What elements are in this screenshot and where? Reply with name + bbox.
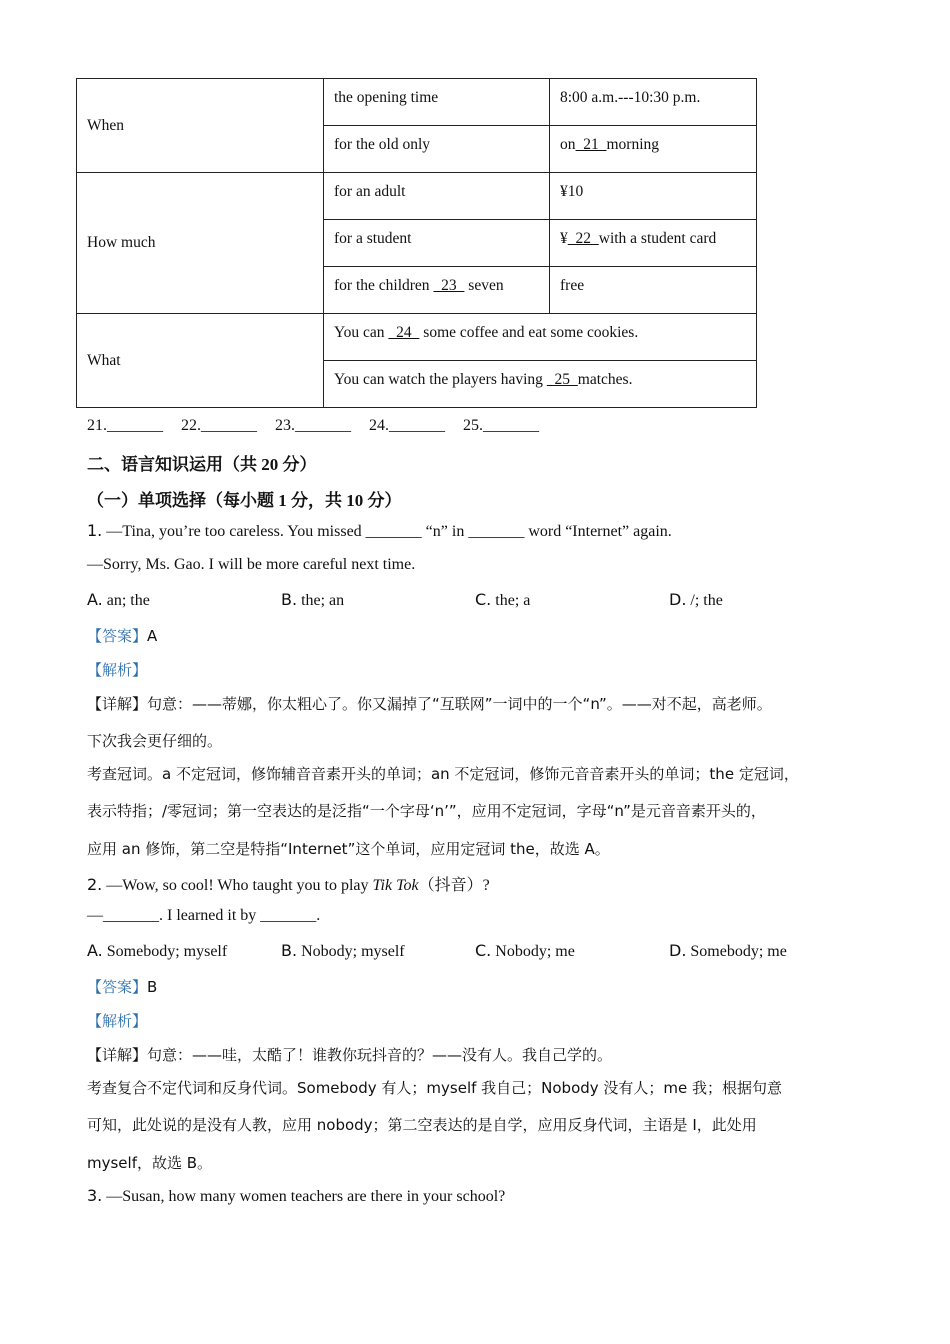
question-text-italic: Tik Tok	[372, 877, 419, 894]
q2-answer	[87, 976, 157, 997]
value-cell: 8:00 a.m.---10:30 p.m.	[550, 79, 757, 126]
answer-label: 【答案】	[87, 978, 148, 996]
table-row	[77, 79, 757, 126]
answer-blank: 25._______	[463, 417, 539, 434]
question-number: 3.	[87, 1186, 103, 1205]
q2-analysis-label: 【解析】	[87, 1012, 148, 1030]
q1-option-d: D. /; the	[669, 590, 723, 609]
q2-option-c: C. Nobody; me	[475, 941, 575, 960]
item-cell: for an adult	[324, 173, 550, 220]
answer-label: 【答案】	[87, 627, 148, 645]
question-text: —Wow, so cool! Who taught you to play	[106, 877, 373, 894]
blank-24: 24	[388, 324, 420, 341]
question-text: —Tina, you’re too careless. You missed _______ “n” in _______ word “Internet” again.	[106, 523, 672, 540]
question-3	[87, 1186, 505, 1206]
blank-22: 22	[567, 230, 599, 247]
q1-explain-2: 表示特指；/零冠词；第一空表达的是泛指“一个字母‘n’”，应用不定冠词，字母“n”是元音音素开头的，	[87, 802, 766, 820]
q1-answer	[87, 625, 157, 646]
answer-blank: 22._______	[181, 417, 257, 434]
question-2	[87, 872, 490, 895]
category-cell: How much	[77, 173, 324, 314]
q1-option-c: C. the; a	[475, 590, 531, 609]
section-subtitle: （一）单项选择（每小题 1 分，共 10 分）	[87, 491, 402, 510]
answer-value: B	[147, 978, 158, 996]
question-number: 1.	[87, 521, 103, 540]
question-number: 2.	[87, 875, 103, 894]
item-text: for the children	[334, 277, 434, 294]
question-text: （抖音）?	[418, 877, 490, 894]
item-cell: for the old only	[324, 126, 550, 173]
item-cell	[324, 267, 550, 314]
detail-text: 句意：——哇，太酷了！谁教你玩抖音的？——没有人。我自己学的。	[147, 1046, 613, 1064]
value-text: on	[560, 136, 576, 153]
answer-blank: 23._______	[275, 417, 351, 434]
question-2-reply: —_______. I learned it by _______.	[87, 907, 321, 924]
detail-text: 句意：——蒂娜，你太粗心了。你又漏掉了“互联网”一词中的一个“n”。——对不起，高老师。	[147, 695, 772, 713]
blank-21: 21	[575, 136, 607, 153]
q2-explain-2: 可知，此处说的是没有人教，应用 nobody；第二空表达的是自学，应用反身代词，主语是 I，此处用	[87, 1116, 757, 1134]
q1-detail	[87, 693, 772, 714]
activity-text: You can	[334, 324, 389, 341]
value-cell	[550, 220, 757, 267]
q2-explain-3: myself，故选 B。	[87, 1154, 213, 1172]
detail-label: 【详解】	[87, 1046, 148, 1064]
q2-option-a: A. Somebody; myself	[87, 941, 228, 960]
q2-detail	[87, 1044, 612, 1065]
activity-cell	[324, 314, 757, 361]
activity-cell	[324, 361, 757, 408]
item-cell: for a student	[324, 220, 550, 267]
info-table	[76, 78, 757, 408]
item-cell: the opening time	[324, 79, 550, 126]
activity-text: You can watch the players having	[334, 371, 547, 388]
blank-25: 25	[546, 371, 578, 388]
category-cell: When	[77, 79, 324, 173]
answer-blanks-line	[87, 417, 553, 435]
value-cell: ¥10	[550, 173, 757, 220]
q1-option-b: B. the; an	[281, 590, 345, 609]
q1-analysis-label: 【解析】	[87, 661, 148, 679]
q2-option-d: D. Somebody; me	[669, 941, 787, 960]
question-text: —Susan, how many women teachers are there in your school?	[106, 1188, 506, 1205]
section-title: 二、语言知识运用（共 20 分）	[87, 455, 317, 474]
blank-23: 23	[433, 277, 465, 294]
answer-value: A	[147, 627, 158, 645]
q2-option-b: B. Nobody; myself	[281, 941, 405, 960]
q1-explain-3: 应用 an 修饰，第二空是特指“Internet”这个单词，应用定冠词 the，故选 A。	[87, 840, 610, 858]
category-cell: What	[77, 314, 324, 408]
answer-blank: 21._______	[87, 417, 163, 434]
q1-detail-cont: 下次我会更仔细的。	[87, 732, 223, 750]
q1-option-a: A. an; the	[87, 590, 150, 609]
value-text: ¥	[560, 230, 568, 247]
q1-explain-1: 考查冠词。a 不定冠词，修饰辅音音素开头的单词；an 不定冠词，修饰元音音素开头的单词；the 定冠词，	[87, 765, 799, 783]
table-row	[77, 314, 757, 361]
value-cell	[550, 126, 757, 173]
question-1	[87, 521, 672, 541]
activity-text: some coffee and eat some cookies.	[419, 324, 639, 341]
item-text: seven	[464, 277, 504, 294]
question-1-reply: —Sorry, Ms. Gao. I will be more careful next time.	[87, 556, 416, 573]
value-cell: free	[550, 267, 757, 314]
q2-explain-1: 考查复合不定代词和反身代词。Somebody 有人；myself 我自己；Nobody 没有人；me 我；根据句意	[87, 1079, 783, 1097]
detail-label: 【详解】	[87, 695, 148, 713]
activity-text: matches.	[577, 371, 633, 388]
value-text: with a student card	[598, 230, 717, 247]
value-text: morning	[606, 136, 660, 153]
answer-blank: 24._______	[369, 417, 445, 434]
table-row	[77, 173, 757, 220]
